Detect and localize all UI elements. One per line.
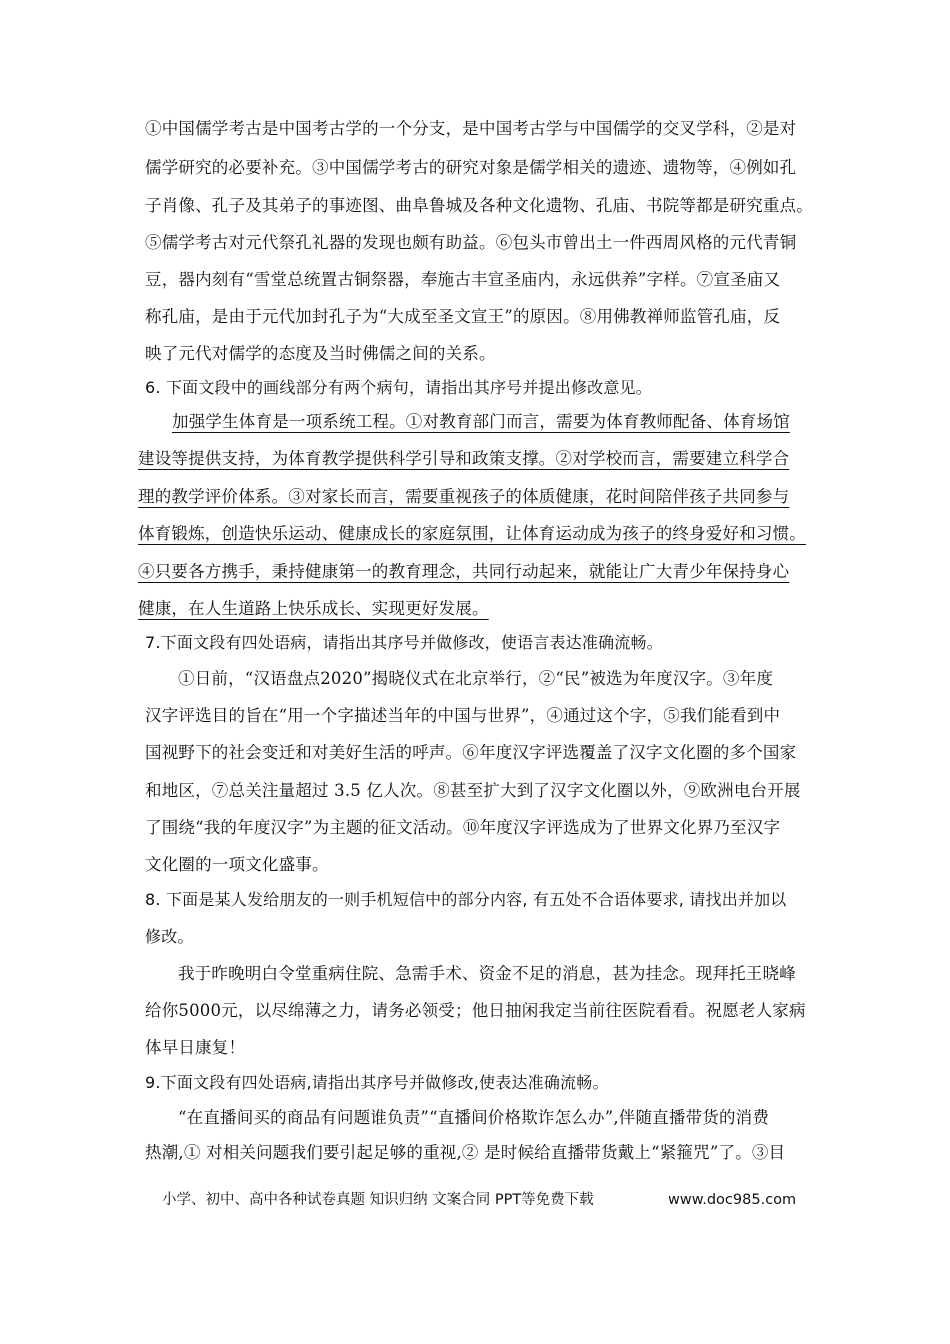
question-8-line: 给你5000元，以尽绵薄之力，请务必领受；他日抽闲我定当前往医院看看。祝愿老人家病 bbox=[145, 1001, 806, 1020]
footer-text: 小学、初中、高中各种试卷真题 知识归纳 文案合同 PPT等免费下载 bbox=[162, 1192, 594, 1208]
passage-5-line: ①中国儒学考古是中国考古学的一个分支，是中国考古学与中国儒学的交叉学科，②是对 bbox=[145, 119, 797, 138]
question-6-line: 理的教学评价体系。③对家长而言，需要重视孩子的体质健康，花时间陪伴孩子共同参与 bbox=[138, 487, 790, 506]
question-8-title: 修改。 bbox=[145, 927, 194, 946]
passage-5-line: 儒学研究的必要补充。③中国儒学考古的研究对象是儒学相关的遗迹、遗物等，④例如孔 bbox=[145, 158, 797, 177]
question-7-line: 了围绕“我的年度汉字”为主题的征文活动。⑩年度汉字评选成为了世界文化界乃至汉字 bbox=[145, 818, 781, 837]
question-7-title: 7.下面文段有四处语病，请指出其序号并做修改，使语言表达准确流畅。 bbox=[145, 633, 663, 652]
question-6-line: 健康，在人生道路上快乐成长、实现更好发展。 bbox=[138, 599, 489, 618]
question-6-line: ④只要各方携手，秉持健康第一的教育理念，共同行动起来，就能让广大青少年保持身心 bbox=[138, 562, 790, 581]
question-7-line: ①日前，“汉语盘点2020”揭晓仪式在北京举行，②“民”被选为年度汉字。③年度 bbox=[178, 669, 774, 688]
question-8-line: 我于昨晚明白令堂重病住院、急需手术、资金不足的消息，甚为挂念。现拜托王晓峰 bbox=[178, 964, 796, 983]
question-6-line: 建设等提供支持，为体育教学提供科学引导和政策支撑。②对学校而言，需要建立科学合 bbox=[138, 449, 790, 468]
footer-url[interactable]: www.doc985.com bbox=[668, 1192, 797, 1208]
question-6-title: 6. 下面文段中的画线部分有两个病句，请指出其序号并提出修改意见。 bbox=[145, 378, 652, 397]
question-9-title: 9.下面文段有四处语病,请指出其序号并做修改,使表达准确流畅。 bbox=[145, 1073, 609, 1092]
question-9-line: “在直播间买的商品有问题谁负责”“直播间价格欺诈怎么办”,伴随直播带货的消费 bbox=[178, 1108, 770, 1127]
passage-5-line: ⑤儒学考古对元代祭孔礼器的发现也颇有助益。⑥包头市曾出土一件西周风格的元代青铜 bbox=[145, 233, 797, 252]
question-7-line: 和地区，⑦总关注量超过 3.5 亿人次。⑧甚至扩大到了汉字文化圈以外，⑨欧洲电台开展 bbox=[145, 781, 801, 800]
question-8-title: 8. 下面是某人发给朋友的一则手机短信中的部分内容, 有五处不合语体要求, 请找出并加以 bbox=[145, 890, 787, 909]
passage-5-line: 称孔庙，是由于元代加封孔子为“大成至圣文宣王”的原因。⑧用佛教禅师监管孔庙，反 bbox=[145, 307, 781, 326]
question-7-line: 国视野下的社会变迁和对美好生活的呼声。⑥年度汉字评选覆盖了汉字文化圈的多个国家 bbox=[145, 743, 797, 762]
question-7-line: 文化圈的一项文化盛事。 bbox=[145, 855, 329, 874]
question-6-line: 加强学生体育是一项系统工程。①对教育部门而言，需要为体育教师配备、体育场馆 bbox=[172, 412, 790, 431]
question-9-line: 热潮,① 对相关问题我们要引起足够的重视,② 是时候给直播带货戴上“紧箍咒”了。③目 bbox=[145, 1143, 786, 1162]
passage-5-line: 映了元代对儒学的态度及当时佛儒之间的关系。 bbox=[145, 344, 496, 363]
question-6-line: 体育锻炼，创造快乐运动、健康成长的家庭氛围，让体育运动成为孩子的终身爱好和习惯。 bbox=[138, 524, 806, 543]
question-7-line: 汉字评选目的旨在“用一个字描述当年的中国与世界”，④通过这个字，⑤我们能看到中 bbox=[145, 706, 781, 725]
question-8-line: 体早日康复！ bbox=[145, 1038, 246, 1057]
passage-5-line: 豆，器内刻有“雪堂总统置古铜祭器，奉施古丰宣圣庙内，永远供养”字样。⑦宣圣庙又 bbox=[145, 270, 781, 289]
passage-5-line: 子肖像、孔子及其弟子的事迹图、曲阜鲁城及各种文化遗物、孔庙、书院等都是研究重点。 bbox=[145, 196, 813, 215]
